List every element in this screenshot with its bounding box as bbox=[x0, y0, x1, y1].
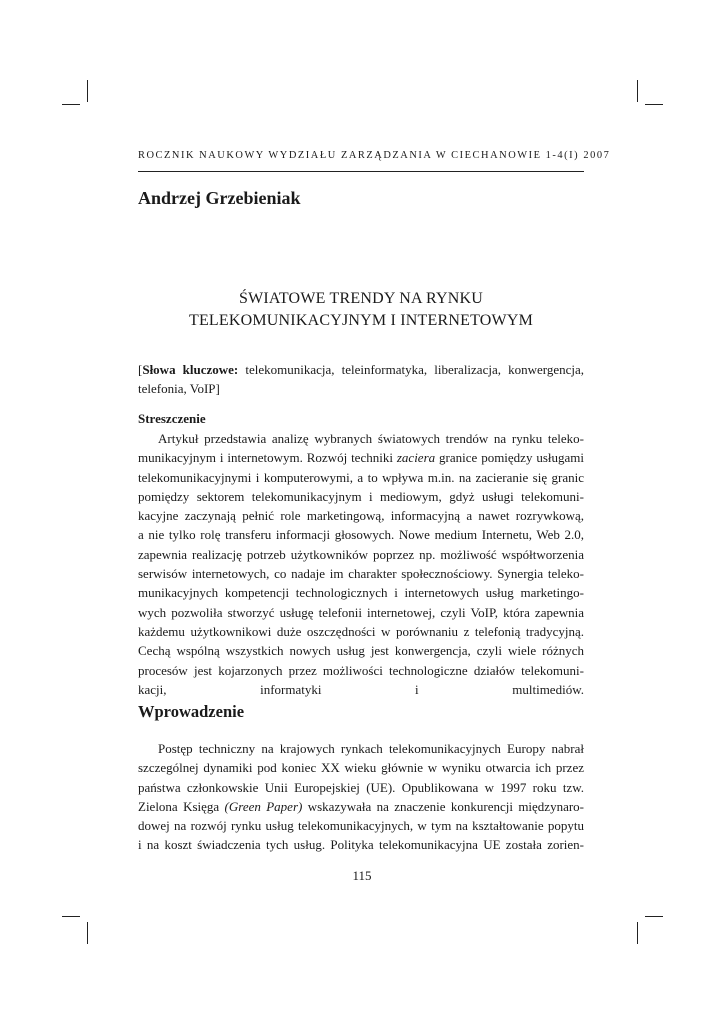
title-line-1: ŚWIATOWE TRENDY NA RYNKU bbox=[238, 290, 484, 307]
intro-text bbox=[138, 739, 584, 855]
crop-mark-bottom-right-horizontal bbox=[645, 916, 663, 917]
abstract-line: kacji, informatyki i multimediów. bbox=[138, 681, 584, 697]
intro-line: państwa członkowskie Unii Europejskiej (UE). Opublikowana w 1997 roku tzw. bbox=[138, 779, 584, 795]
crop-mark-bottom-right-vertical bbox=[637, 922, 638, 944]
abstract-line: kacyjne zaczynają pełnić role marketingową, informacyjną a nawet rozrywkową, bbox=[138, 508, 584, 524]
crop-mark-bottom-left-horizontal bbox=[62, 916, 80, 917]
header-rule bbox=[138, 171, 584, 172]
crop-mark-top-left-horizontal bbox=[62, 104, 80, 105]
intro-line: Zielona Księga (Green Paper) wskazywała na znaczenie konkurencji międzynaro- bbox=[138, 798, 585, 814]
running-header: ROCZNIK NAUKOWY WYDZIAŁU ZARZĄDZANIA W CIECHANOWIE 1-4(I) 2007 bbox=[138, 150, 611, 161]
page-number: 115 bbox=[352, 868, 372, 883]
italic-term: zaciera bbox=[396, 450, 436, 466]
keywords-line-2: telefonia, VoIP] bbox=[138, 381, 220, 397]
crop-mark-top-left-vertical bbox=[87, 80, 88, 102]
article-title bbox=[138, 288, 584, 332]
abstract-line: Cechą wspólną wszystkich nowych usług jest konwergencja, czyli wiele różnych bbox=[138, 643, 584, 659]
title-line-2: TELEKOMUNIKACYJNYM I INTERNETOWYM bbox=[188, 312, 534, 329]
abstract-line: procesów jest kojarzonych przez możliwości technologiczne działów telekomuni- bbox=[138, 662, 584, 678]
italic-phrase: (Green Paper) bbox=[224, 798, 303, 814]
keywords-block bbox=[138, 360, 584, 399]
keywords-line-1: [Słowa kluczowe: telekomunikacja, teleinformatyka, liberalizacja, konwergencja, bbox=[138, 362, 584, 377]
crop-mark-bottom-left-vertical bbox=[87, 922, 88, 944]
abstract-line: serwisów internetowych, co nadaje im charakter społecznościowy. Synergia teleko- bbox=[138, 566, 584, 582]
abstract-heading: Streszczenie bbox=[138, 411, 206, 426]
abstract-line: Artykuł przedstawia analizę wybranych światowych trendów na rynku teleko- bbox=[158, 431, 584, 446]
intro-line: i na koszt świadczenia tych usług. Polityka telekomunikacyjna UE została zorien- bbox=[138, 837, 584, 853]
intro-line: dowej na rozwój rynku usług telekomunikacyjnych, w tym na kształtowanie popytu bbox=[138, 818, 584, 834]
abstract-line: telekomunikacyjnymi i komputerowymi, a to wpływa m.in. na zacieranie się granic bbox=[138, 469, 584, 485]
crop-mark-top-right-horizontal bbox=[645, 104, 663, 105]
abstract-line: każdemu użytkownikowi duże oszczędności w porównaniu z telefonią tradycyjną. bbox=[138, 623, 584, 639]
intro-line: Postęp techniczny na krajowych rynkach telekomunikacyjnych Europy nabrał bbox=[158, 741, 584, 756]
abstract-line: munikacyjnych kompetencji technologicznych i internetowych usług marketingo- bbox=[138, 585, 584, 601]
intro-line: szczególnej dynamiki pod koniec XX wieku głównie w wyniku otwarcia ich przez bbox=[138, 760, 584, 776]
author-name: Andrzej Grzebieniak bbox=[138, 188, 301, 208]
abstract-text bbox=[138, 429, 584, 718]
abstract-line: pomiędzy sektorem telekomunikacyjnym i mediowym, gdyż usługi telekomuni- bbox=[138, 488, 584, 504]
abstract-line: munikacyjnym i internetowym. Rozwój techniki zaciera granice pomiędzy usługami bbox=[138, 450, 585, 466]
abstract-line: wych pozwoliła stworzyć usługę telefonii internetowej, czyli VoIP, która zapewnia bbox=[138, 604, 584, 620]
crop-mark-top-right-vertical bbox=[637, 80, 638, 102]
keywords-label: Słowa kluczowe: bbox=[142, 362, 239, 377]
abstract-line: zapewnia realizację potrzeb użytkowników poprzez np. możliwość współtworzenia bbox=[138, 546, 584, 562]
section-heading: Wprowadzenie bbox=[138, 702, 245, 721]
abstract-line: a nie tylko rolę transferu informacji głosowych. Nowe medium Internetu, Web 2.0, bbox=[138, 527, 584, 543]
